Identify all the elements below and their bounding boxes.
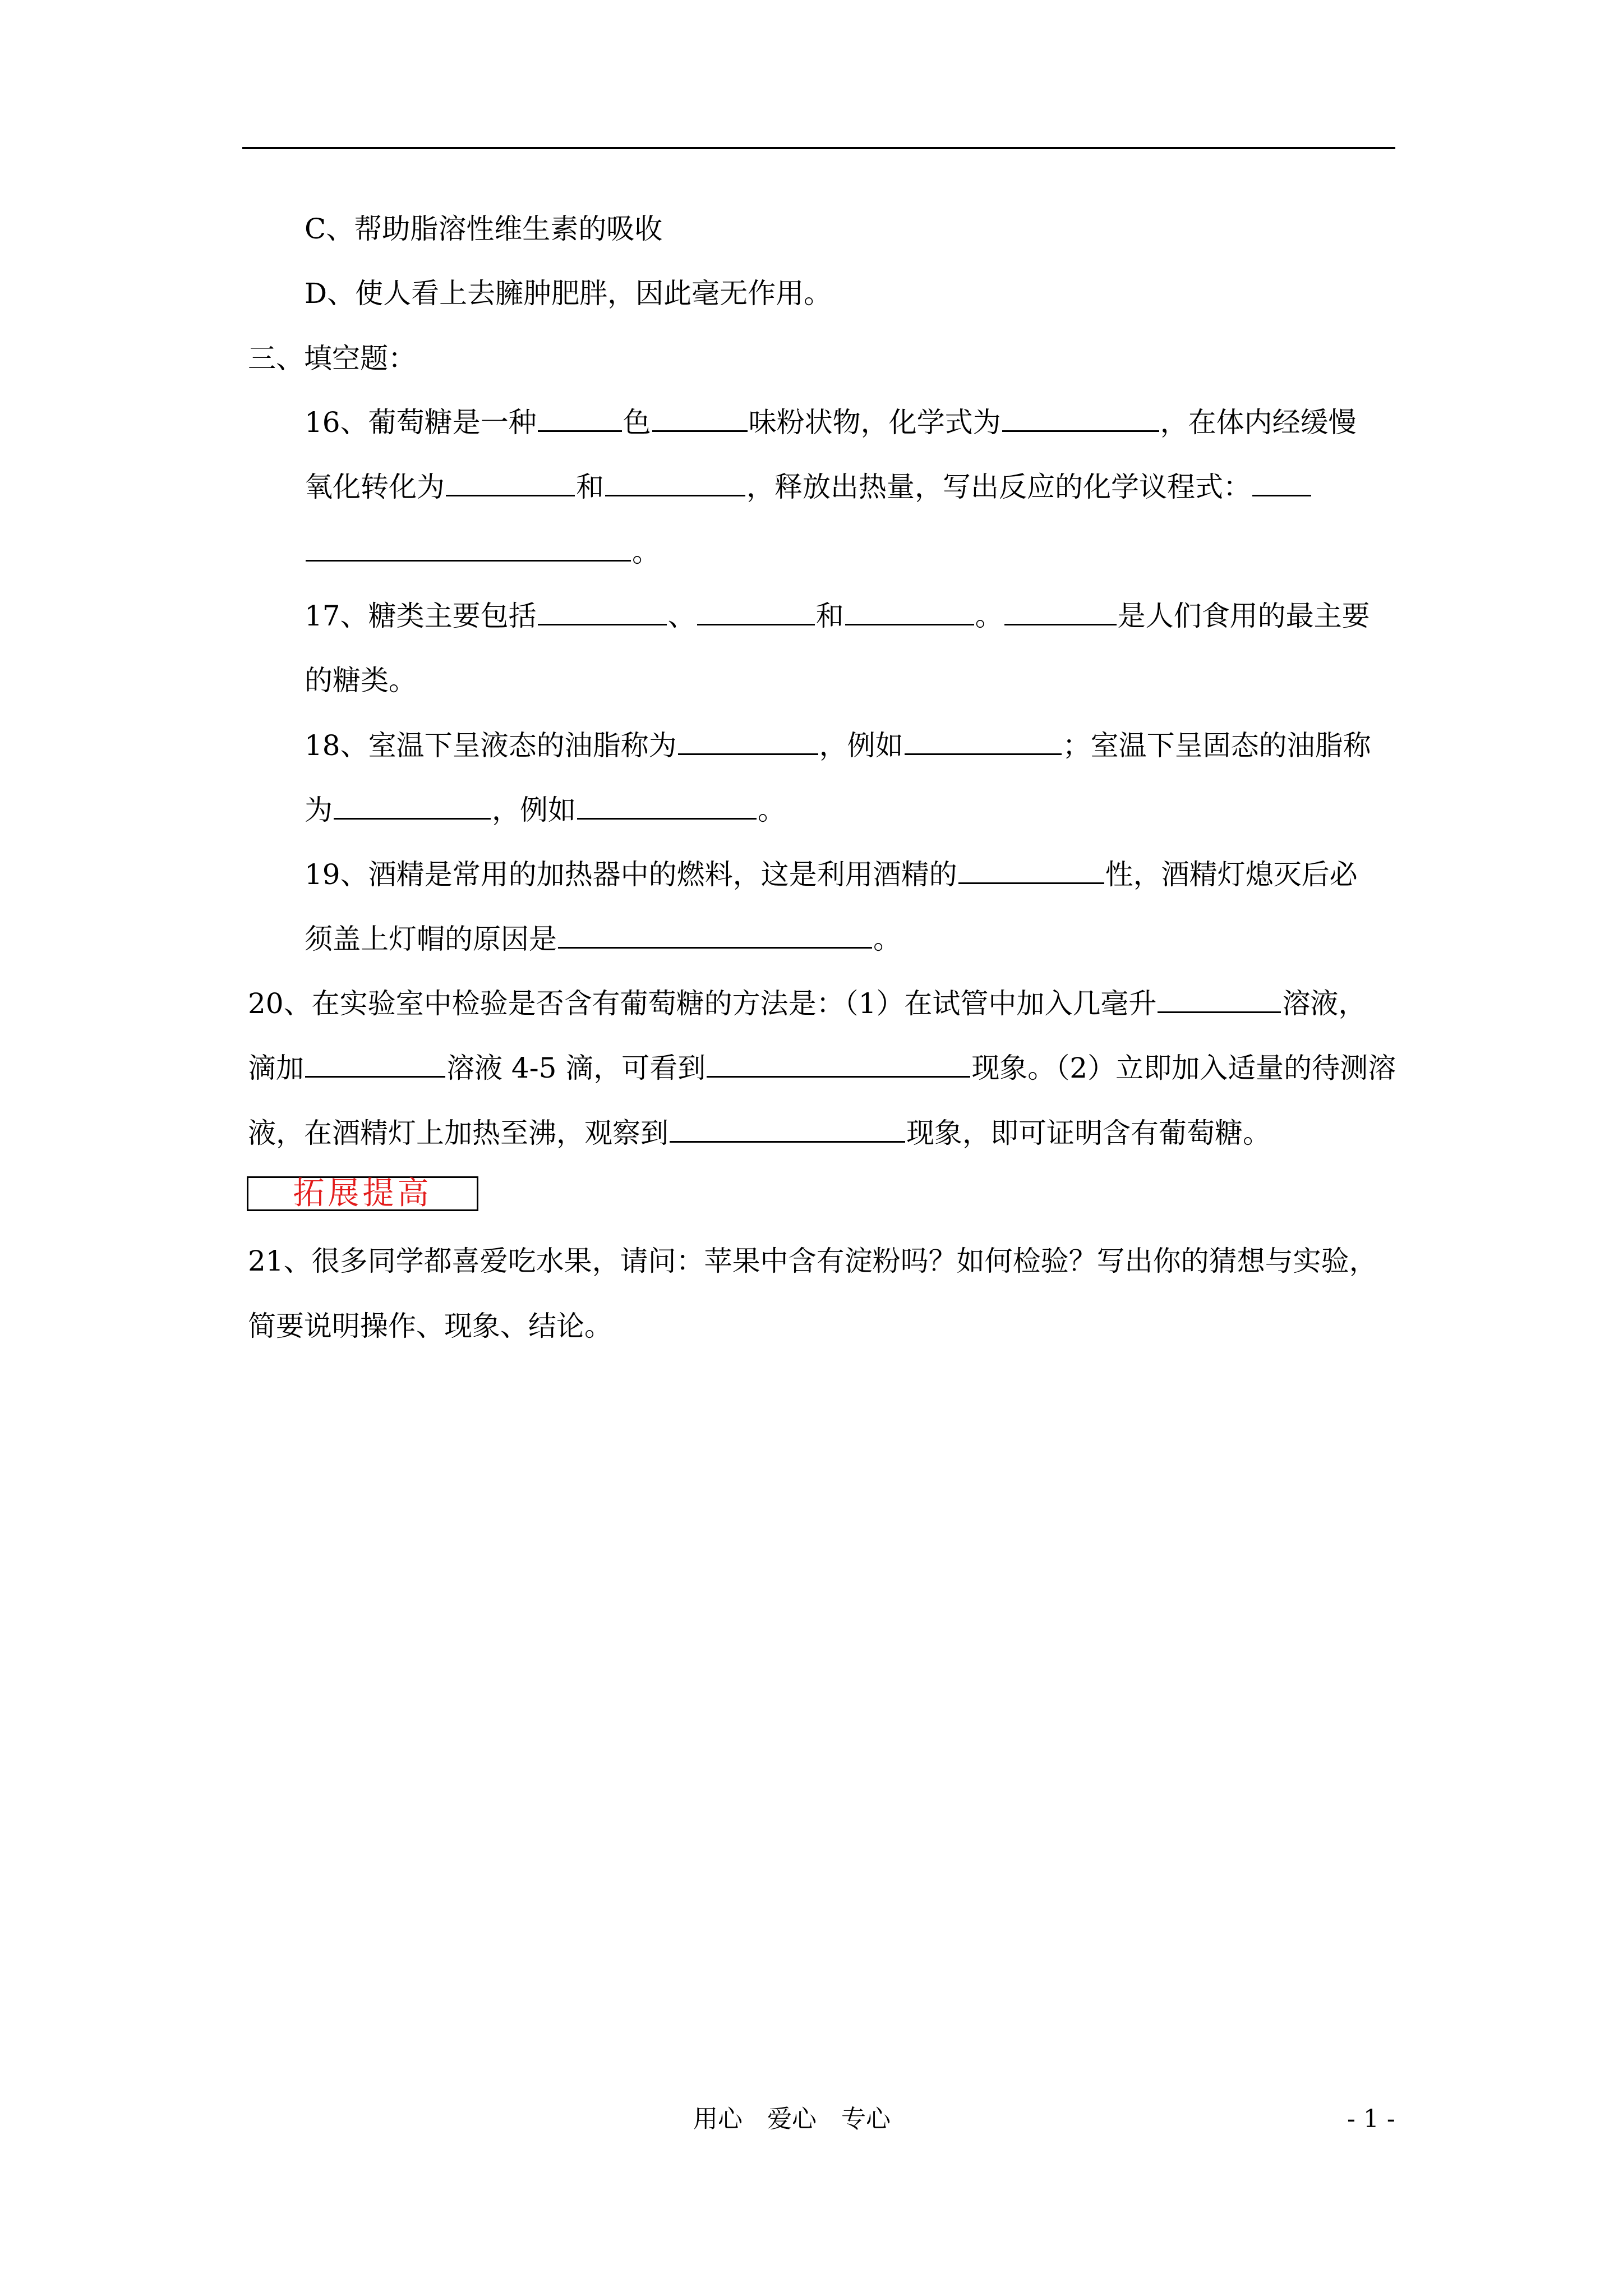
q16-text: 。: [632, 536, 660, 568]
q18-blank-liquid-example[interactable]: [905, 729, 1062, 755]
question-19-line-2: [305, 922, 901, 956]
question-20-line-1: [248, 987, 1366, 1020]
q18-text: 18、室温下呈液态的油脂称为: [305, 729, 677, 762]
question-21-line-2: 简要说明操作、现象、结论。: [248, 1310, 612, 1342]
q20-text: 液，在酒精灯上加热至沸，观察到: [248, 1117, 668, 1149]
q18-text: ，例如: [492, 794, 576, 826]
extension-badge: 拓展提高: [247, 1176, 478, 1211]
q20-blank-solution-1[interactable]: [1158, 987, 1281, 1013]
q20-blank-phenomenon-2[interactable]: [670, 1116, 905, 1143]
question-18-line-2: [305, 793, 786, 827]
q20-text: 溶液，: [1282, 987, 1367, 1020]
q19-text: 19、酒精是常用的加热器中的燃料，这是利用酒精的: [305, 858, 957, 891]
q19-text: 须盖上灯帽的原因是: [305, 923, 557, 955]
q16-text: 和: [576, 471, 604, 503]
section-heading: 三、填空题：: [248, 342, 416, 375]
q19-blank-reason[interactable]: [558, 922, 872, 949]
question-16-line-2: [305, 470, 1312, 504]
q16-blank-product-2[interactable]: [605, 470, 745, 496]
question-19-line-1: [305, 858, 1358, 891]
q16-blank-equation[interactable]: [306, 535, 631, 562]
q17-text: 、: [667, 600, 696, 632]
q16-text: ，释放出热量，写出反应的化学议程式：: [746, 471, 1251, 503]
question-20-line-3: [248, 1116, 1271, 1150]
q17-text: 和: [815, 600, 844, 632]
footer-slogan-3: 专心: [841, 2105, 891, 2133]
q16-text: 味粉状物，化学式为: [748, 406, 1001, 439]
q17-text: 17、糖类主要包括: [305, 600, 537, 632]
q18-blank-solid-example[interactable]: [577, 793, 757, 820]
option-c: C、帮助脂溶性维生素的吸收: [305, 213, 663, 245]
question-16-line-1: [305, 406, 1357, 439]
q16-blank-equation-start[interactable]: [1252, 470, 1311, 496]
q19-blank-property[interactable]: [958, 858, 1104, 884]
page-number: - 1 -: [1347, 2105, 1395, 2133]
question-20-line-2: [248, 1051, 1396, 1085]
q17-text: 是人们食用的最主要: [1117, 600, 1370, 632]
q17-blank-3[interactable]: [845, 599, 974, 625]
q20-blank-solution-2[interactable]: [305, 1051, 445, 1078]
q20-text: 溶液 4-5 滴，可看到: [446, 1052, 706, 1084]
q16-blank-product-1[interactable]: [446, 470, 575, 496]
q16-text: 氧化转化为: [305, 471, 445, 503]
q16-text: ，在体内经缓慢: [1160, 406, 1357, 439]
header-rule: [242, 147, 1395, 149]
question-16-line-3: [305, 535, 660, 569]
question-17-line-2: 的糖类。: [305, 664, 417, 697]
footer-slogan: [693, 2104, 915, 2135]
q18-text: 为: [305, 794, 333, 826]
q18-blank-solid[interactable]: [334, 793, 491, 820]
q16-text: 16、葡萄糖是一种: [305, 406, 537, 439]
footer-slogan-1: 用心: [693, 2105, 743, 2133]
q20-text: 20、在实验室中检验是否含有葡萄糖的方法是：（1）在试管中加入几毫升: [248, 987, 1157, 1020]
q20-text: 滴加: [248, 1052, 304, 1084]
question-21-line-1: 21、很多同学都喜爱吃水果，请问：苹果中含有淀粉吗？如何检验？写出你的猜想与实验，: [248, 1245, 1377, 1277]
question-17-line-1: [305, 599, 1370, 633]
q18-text: ，例如: [819, 729, 903, 762]
q20-text: 现象，即可证明含有葡萄糖。: [906, 1117, 1271, 1149]
q19-text: 性，酒精灯熄灭后必: [1105, 858, 1358, 891]
q17-blank-1[interactable]: [538, 599, 667, 625]
q17-blank-2[interactable]: [697, 599, 815, 625]
footer-slogan-2: 爱心: [767, 2105, 817, 2133]
q18-text: 。: [758, 794, 786, 826]
q16-blank-color[interactable]: [538, 406, 622, 432]
q18-blank-liquid[interactable]: [678, 729, 818, 755]
q16-blank-formula[interactable]: [1002, 406, 1159, 432]
q16-text: 色: [623, 406, 651, 439]
option-d: D、使人看上去臃肿肥胖，因此毫无作用。: [305, 277, 832, 310]
q18-text: ；室温下呈固态的油脂称: [1062, 729, 1371, 762]
question-18-line-1: [305, 729, 1371, 762]
q19-text: 。: [873, 923, 901, 955]
q20-blank-phenomenon-1[interactable]: [707, 1051, 970, 1078]
q17-text: 。: [975, 600, 1003, 632]
q17-blank-4[interactable]: [1004, 599, 1117, 625]
q16-blank-taste[interactable]: [652, 406, 748, 432]
q20-text: 现象。（2）立即加入适量的待测溶: [971, 1052, 1396, 1084]
